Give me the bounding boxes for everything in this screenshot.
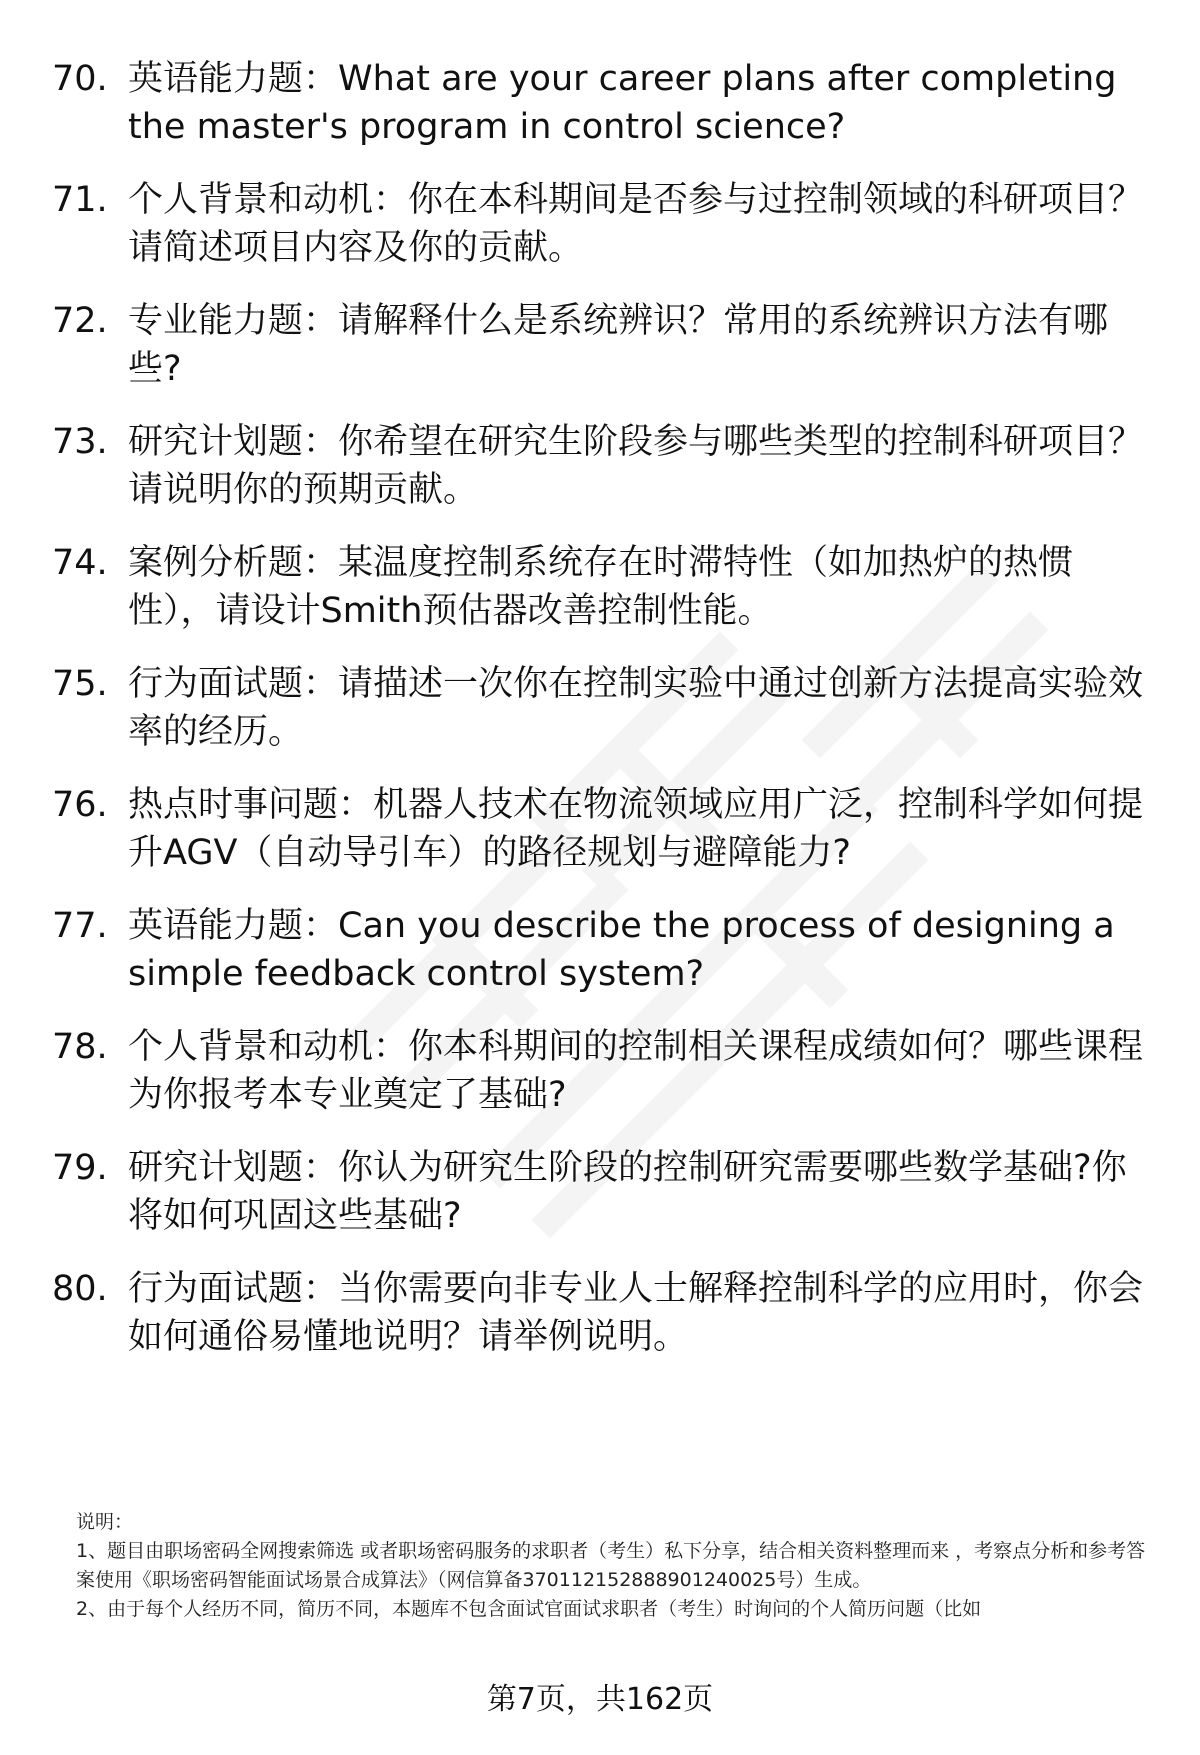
question-item xyxy=(0,176,1200,286)
question-item xyxy=(0,781,1200,891)
question-number: 79. xyxy=(52,1148,108,1188)
question-item xyxy=(0,418,1200,528)
notes-heading: 说明： xyxy=(76,1511,134,1533)
question-item xyxy=(0,1144,1200,1254)
question-text: 研究计划题：你希望在研究生阶段参与哪些类型的控制科研项目？请说明你的预期贡献。 xyxy=(128,422,1144,510)
question-text: 行为面试题：请描述一次你在控制实验中通过创新方法提高实验效率的经历。 xyxy=(128,664,1144,752)
question-number: 74. xyxy=(52,543,108,583)
notes-section xyxy=(76,1508,1156,1624)
question-text: 行为面试题：当你需要向非专业人士解释控制科学的应用时，你会如何通俗易懂地说明？请举例说明。 xyxy=(128,1269,1144,1357)
question-item xyxy=(0,902,1200,1012)
question-number: 70. xyxy=(52,59,108,99)
question-item xyxy=(0,55,1200,165)
question-text: 英语能力题：What are your career plans after completing the master's program in control science? xyxy=(128,59,1117,147)
question-item xyxy=(0,660,1200,770)
question-number: 80. xyxy=(52,1269,108,1309)
question-text: 案例分析题：某温度控制系统存在时滞特性（如加热炉的热惯性），请设计Smith预估器改善控制性能。 xyxy=(128,543,1074,631)
question-text: 研究计划题：你认为研究生阶段的控制研究需要哪些数学基础?你将如何巩固这些基础? xyxy=(128,1148,1127,1236)
notes-item: 1、题目由职场密码全网搜索筛选 或者职场密码服务的求职者（考生）私下分享，结合相关资料整理而来 ，考察点分析和参考答案使用《职场密码智能面试场景合成算法》（网信算备370112152888901240025号）生成。 xyxy=(76,1540,1146,1591)
question-number: 78. xyxy=(52,1027,108,1067)
question-text: 个人背景和动机：你在本科期间是否参与过控制领域的科研项目？请简述项目内容及你的贡献。 xyxy=(128,180,1144,268)
question-text: 热点时事问题：机器人技术在物流领域应用广泛，控制科学如何提升AGV（自动导引车）的路径规划与避障能力? xyxy=(128,785,1144,873)
question-number: 76. xyxy=(52,785,108,825)
question-text: 个人背景和动机：你本科期间的控制相关课程成绩如何？哪些课程为你报考本专业奠定了基础? xyxy=(128,1027,1144,1115)
question-number: 73. xyxy=(52,422,108,462)
question-item xyxy=(0,539,1200,649)
question-text: 专业能力题：请解释什么是系统辨识？常用的系统辨识方法有哪些? xyxy=(128,301,1109,389)
question-number: 75. xyxy=(52,664,108,704)
question-item xyxy=(0,1023,1200,1133)
question-number: 72. xyxy=(52,301,108,341)
question-text: 英语能力题：Can you describe the process of designing a simple feedback control system? xyxy=(128,906,1115,994)
question-item xyxy=(0,297,1200,407)
notes-item: 2、由于每个人经历不同，简历不同，本题库不包含面试官面试求职者（考生）时询问的个人简历问题（比如 xyxy=(76,1598,982,1620)
question-number: 71. xyxy=(52,180,108,220)
page-footer: 第7页，共162页 xyxy=(486,1682,714,1717)
question-number: 77. xyxy=(52,906,108,946)
question-item xyxy=(0,1265,1200,1375)
